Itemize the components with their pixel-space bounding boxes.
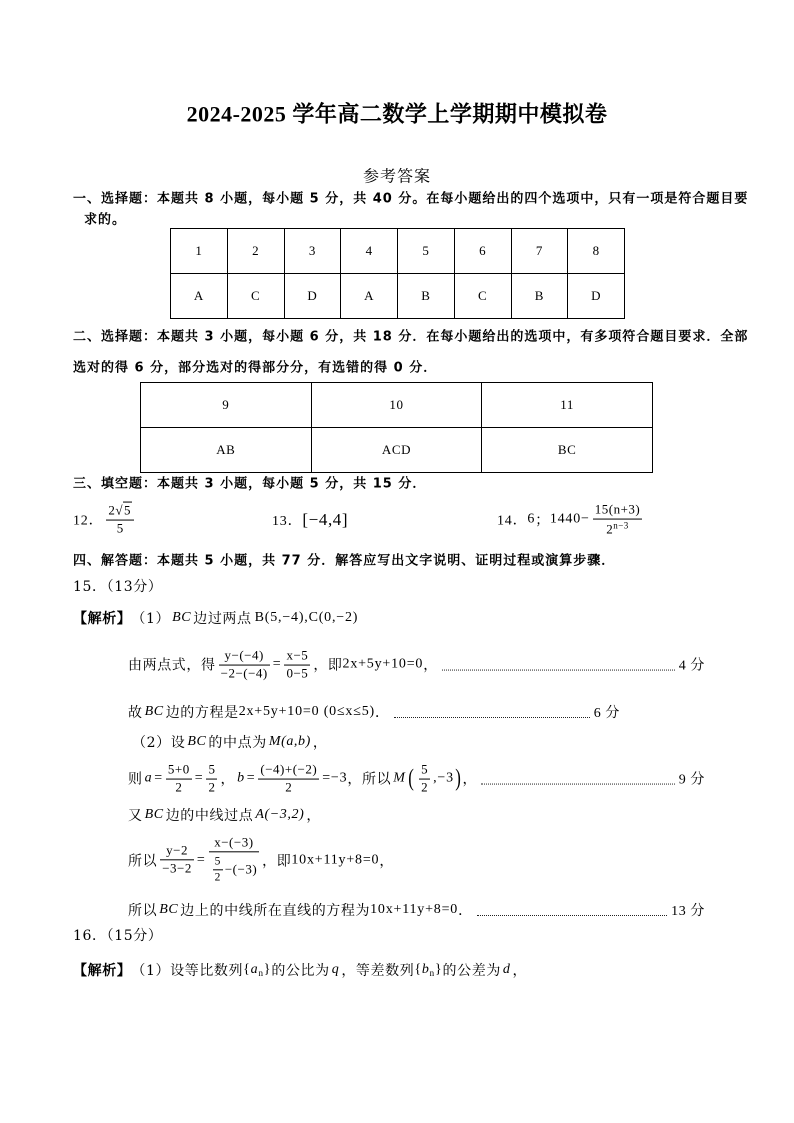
fraction bbox=[419, 763, 430, 796]
table-cell-question: 1 bbox=[171, 229, 228, 274]
text: 所以 bbox=[128, 853, 158, 869]
fraction-numerator: (−4)+(−2) bbox=[260, 761, 318, 777]
nested-denominator bbox=[211, 855, 258, 884]
points: B(5,−4),C(0,−2) bbox=[254, 610, 359, 625]
table-cell-answer: B bbox=[511, 274, 568, 319]
q15-solution-line-7 bbox=[128, 835, 394, 884]
equals-sign: = bbox=[272, 657, 282, 672]
dot-leader bbox=[477, 915, 667, 916]
fraction-denominator: 0−5 bbox=[286, 665, 309, 681]
dot-leader bbox=[394, 717, 590, 718]
dot-leader bbox=[481, 784, 675, 785]
interval-answer: [−4,4] bbox=[302, 510, 349, 529]
table-cell-question: 10 bbox=[311, 383, 482, 428]
score-label: 13 分 bbox=[671, 904, 705, 919]
fraction-denominator: −3−2 bbox=[162, 860, 192, 876]
separator: ； bbox=[535, 513, 550, 529]
fill-answer-14 bbox=[497, 503, 645, 538]
answer-first-blank: 6 bbox=[527, 512, 536, 527]
text: 边过两点 bbox=[193, 611, 252, 627]
table-cell-answer: D bbox=[568, 274, 625, 319]
table-cell-question: 9 bbox=[141, 383, 312, 428]
score-label: 4 分 bbox=[678, 659, 705, 674]
section2-heading-line1: 二、选择题：本题共 3 小题，每小题 6 分，共 18 分．在每小题给出的选项中，有多项符合题目要求．全部 bbox=[73, 329, 749, 345]
table-cell-question: 8 bbox=[568, 229, 625, 274]
equation: 2x+5y+10=0 bbox=[342, 657, 424, 672]
table-cell-question: 2 bbox=[227, 229, 284, 274]
text: 的中点为 bbox=[208, 735, 267, 751]
answer-second-prefix: 1440− bbox=[549, 512, 590, 527]
brace-close: } bbox=[263, 962, 272, 977]
sequence-base: b bbox=[421, 962, 430, 977]
fraction bbox=[593, 503, 643, 538]
coordinate-tail: ,−3 bbox=[433, 771, 454, 786]
text: ， bbox=[423, 658, 438, 674]
text: 边上的中线所在直线的方程为 bbox=[180, 903, 371, 919]
text: ，所以 bbox=[347, 772, 392, 788]
fraction-numerator: 5 bbox=[208, 761, 216, 777]
sequence-subscript: n bbox=[258, 968, 264, 978]
equals-sign: = bbox=[154, 771, 163, 786]
sequence-subscript: n bbox=[429, 968, 435, 978]
brace-open: { bbox=[243, 962, 251, 977]
fraction-denominator: 2 bbox=[214, 871, 221, 884]
q15-solution-line-4 bbox=[132, 732, 328, 752]
text: ，即 bbox=[262, 853, 292, 869]
table-cell-answer: C bbox=[454, 274, 511, 319]
fraction bbox=[166, 763, 192, 796]
value: −3 bbox=[330, 771, 348, 786]
midpoint: M(a,b) bbox=[268, 734, 311, 749]
q15-solution-line-8 bbox=[128, 900, 705, 920]
text: 边的中线过点 bbox=[165, 808, 254, 824]
analysis-tag: 【解析】 bbox=[73, 963, 132, 979]
nested-fraction bbox=[213, 855, 223, 884]
page-title: 2024-2025 学年高二数学上学期期中模拟卷 bbox=[186, 101, 608, 127]
variable-a: a bbox=[144, 771, 153, 786]
text: 则 bbox=[128, 772, 143, 788]
equation: 10x+11y+8=0 bbox=[291, 852, 380, 867]
fraction-denominator: 2 bbox=[208, 779, 216, 795]
text: 由两点式，得 bbox=[128, 658, 216, 674]
sequence-a bbox=[243, 962, 271, 978]
score-label: 6 分 bbox=[593, 706, 620, 721]
text: 边的方程是 bbox=[165, 705, 239, 721]
analysis-tag: 【解析】 bbox=[73, 611, 132, 627]
question-label: 13． bbox=[272, 514, 303, 529]
part-label: （1） bbox=[131, 611, 171, 627]
variable-b: b bbox=[237, 771, 245, 786]
equals-sign: = bbox=[196, 852, 206, 867]
text: ，等差数列 bbox=[341, 963, 415, 979]
fraction bbox=[209, 835, 260, 884]
table-cell-question: 7 bbox=[511, 229, 568, 274]
table-cell-answer: AB bbox=[141, 428, 312, 473]
q15-solution-line-1 bbox=[73, 608, 358, 628]
text: 又 bbox=[128, 808, 143, 824]
left-paren: ( bbox=[408, 766, 415, 792]
fraction bbox=[284, 649, 310, 682]
text: 所以 bbox=[128, 903, 158, 919]
fraction-numerator: 5+0 bbox=[167, 761, 190, 777]
table-row-question-numbers bbox=[141, 383, 653, 428]
table-cell-question: 3 bbox=[284, 229, 341, 274]
table-row-question-numbers bbox=[171, 229, 625, 274]
fraction-numerator: x−(−3) bbox=[214, 834, 254, 850]
point-name: M bbox=[393, 771, 406, 786]
fraction-numerator: x−5 bbox=[286, 647, 309, 663]
power-base: 2 bbox=[606, 521, 614, 537]
section3-heading: 三、填空题：本题共 3 小题，每小题 5 分，共 15 分． bbox=[73, 476, 427, 492]
point: A(−3,2) bbox=[255, 807, 305, 822]
fraction bbox=[106, 504, 134, 537]
equals-sign: = bbox=[246, 771, 256, 786]
fraction bbox=[258, 763, 319, 796]
text: ，即 bbox=[313, 658, 343, 674]
segment-name: BC bbox=[187, 734, 207, 749]
text: ， bbox=[512, 963, 528, 979]
table-cell-question: 11 bbox=[482, 383, 653, 428]
fill-answer-12 bbox=[73, 504, 137, 537]
fraction bbox=[206, 763, 217, 796]
sequence-base: a bbox=[250, 962, 259, 977]
equation: 10x+11y+8=0 bbox=[370, 902, 459, 917]
fill-answer-13 bbox=[272, 510, 348, 530]
text: ， bbox=[220, 772, 236, 788]
q16-solution-line-1 bbox=[73, 960, 527, 980]
fraction-numerator: 5 bbox=[214, 855, 221, 868]
text: 的公比为 bbox=[271, 963, 330, 979]
fraction-numerator bbox=[106, 504, 134, 520]
q15-solution-line-5 bbox=[128, 763, 705, 796]
text: ， bbox=[312, 735, 328, 751]
radicand: 5 bbox=[124, 502, 132, 518]
q15-solution-line-3 bbox=[128, 702, 620, 722]
score-label: 9 分 bbox=[678, 773, 705, 788]
fraction-denominator: 2 bbox=[421, 779, 429, 795]
equation: 2x+5y+10=0 (0≤x≤5) bbox=[238, 704, 375, 719]
fraction-denominator bbox=[209, 851, 260, 884]
text: 故 bbox=[128, 705, 143, 721]
equals-sign: = bbox=[194, 771, 204, 786]
table-cell-answer: D bbox=[284, 274, 341, 319]
page-subtitle: 参考答案 bbox=[362, 166, 431, 186]
text: ， bbox=[306, 808, 321, 824]
brace-close: } bbox=[434, 962, 443, 977]
part-label: （2）设 bbox=[132, 735, 186, 751]
denominator-tail: −(−3) bbox=[224, 861, 258, 877]
table-cell-answer: BC bbox=[482, 428, 653, 473]
table-cell-question: 4 bbox=[341, 229, 398, 274]
power-exponent: n−3 bbox=[613, 520, 629, 531]
fraction-denominator: 2 bbox=[166, 779, 192, 796]
table-cell-answer: A bbox=[341, 274, 398, 319]
section1-heading-line1: 一、选择题：本题共 8 小题，每小题 5 分，共 40 分。在每小题给出的四个选项中，只有一项是符合题目要 bbox=[73, 191, 749, 207]
fraction-denominator: 2 bbox=[258, 779, 319, 796]
difference-d: d bbox=[502, 962, 511, 977]
q15-solution-line-2 bbox=[128, 649, 705, 682]
table-cell-answer: C bbox=[227, 274, 284, 319]
fraction-numerator: y−(−4) bbox=[224, 647, 264, 663]
single-choice-answer-table bbox=[170, 228, 625, 319]
table-cell-question: 6 bbox=[454, 229, 511, 274]
text: ， bbox=[462, 772, 478, 788]
section1-heading-line2: 求的。 bbox=[84, 212, 127, 228]
table-row-answers bbox=[141, 428, 653, 473]
fraction-numerator: 15(n+3) bbox=[594, 501, 641, 517]
question-label: 14． bbox=[497, 514, 528, 529]
segment-name: BC bbox=[159, 902, 179, 917]
table-cell-answer: ACD bbox=[311, 428, 482, 473]
fraction bbox=[219, 649, 270, 682]
text: （1）设等比数列 bbox=[131, 963, 244, 979]
q15-solution-line-6 bbox=[128, 805, 321, 825]
fraction-denominator: 5 bbox=[106, 520, 134, 537]
segment-name: BC bbox=[144, 704, 164, 719]
fraction-numerator: 5 bbox=[421, 761, 429, 777]
question-label: 12． bbox=[73, 514, 104, 529]
section2-heading-line2: 选对的得 6 分，部分选对的得部分分，有选错的得 0 分． bbox=[73, 360, 438, 376]
table-cell-answer: B bbox=[398, 274, 455, 319]
fraction bbox=[160, 844, 194, 877]
text: ， bbox=[379, 853, 394, 869]
table-row-answers bbox=[171, 274, 625, 319]
table-cell-question: 5 bbox=[398, 229, 455, 274]
text: ． bbox=[458, 903, 473, 919]
brace-open: { bbox=[414, 962, 422, 977]
question-15-title: 15．（13分） bbox=[73, 579, 163, 595]
multi-choice-answer-table bbox=[140, 382, 653, 473]
coefficient: 2 bbox=[108, 502, 116, 518]
fraction-numerator: y−2 bbox=[166, 842, 188, 858]
fraction-denominator bbox=[593, 519, 643, 538]
segment-name: BC bbox=[144, 807, 164, 822]
section4-heading: 四、解答题：本题共 5 小题，共 77 分．解答应写出文字说明、证明过程或演算步骤． bbox=[73, 553, 616, 569]
sqrt-sign: √ bbox=[115, 502, 124, 518]
ratio-q: q bbox=[331, 962, 340, 977]
table-cell-answer: A bbox=[171, 274, 228, 319]
text: 的公差为 bbox=[442, 963, 501, 979]
dot-leader bbox=[442, 670, 675, 671]
equals-sign: = bbox=[322, 771, 331, 786]
right-paren: ) bbox=[455, 766, 462, 792]
fraction-denominator: −2−(−4) bbox=[220, 665, 268, 681]
question-16-title: 16．（15分） bbox=[73, 928, 163, 944]
text: ． bbox=[374, 705, 390, 721]
sequence-b bbox=[414, 962, 442, 978]
segment-name: BC bbox=[172, 610, 192, 625]
